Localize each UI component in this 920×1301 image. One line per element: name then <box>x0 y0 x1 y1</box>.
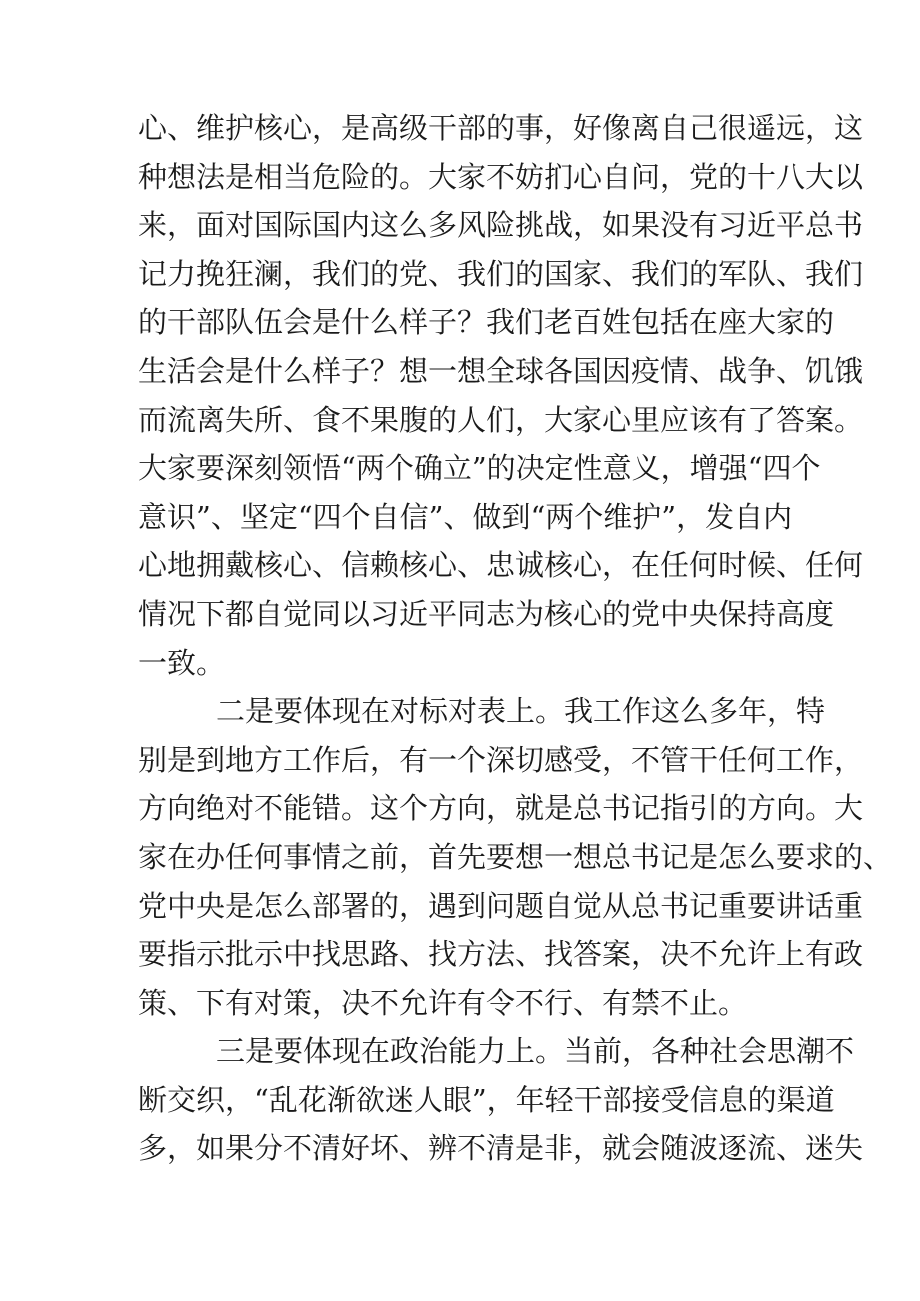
text-line: 种想法是相当危险的。大家不妨扪心自问，党的十八大以 <box>138 159 864 194</box>
text-line: 方向绝对不能错。这个方向，就是总书记指引的方向。大 <box>138 791 864 826</box>
text-line: 记力挽狂澜，我们的党、我们的国家、我们的军队、我们 <box>138 256 864 291</box>
document-body <box>138 104 893 1173</box>
text-line: 三是要体现在政治能力上。当前，各种社会思潮不 <box>216 1034 855 1069</box>
text-line: 要指示批示中找思路、找方法、找答案，决不允许上有政 <box>138 937 864 972</box>
text-line: 党中央是怎么部署的，遇到问题自觉从总书记重要讲话重 <box>138 888 864 923</box>
text-line: 多，如果分不清好坏、辨不清是非，就会随波逐流、迷失 <box>138 1131 864 1166</box>
paragraph-1 <box>138 104 864 687</box>
text-line: 心、维护核心，是高级干部的事，好像离自己很遥远，这 <box>138 111 864 145</box>
text-line: 大家要深刻领悟“两个确立”的决定性意义，增强“四个 <box>138 451 821 486</box>
text-line: 二是要体现在对标对表上。我工作这么多年，特 <box>216 694 826 729</box>
text-line: 家在办任何事情之前，首先要想一想总书记是怎么要求的、 <box>138 839 893 874</box>
paragraph-3 <box>138 1027 864 1173</box>
text-line: 情况下都自觉同以习近平同志为核心的党中央保持高度 <box>138 596 835 631</box>
paragraph-2 <box>138 687 893 1027</box>
text-line: 心地拥戴核心、信赖核心、忠诚核心，在任何时候、任何 <box>138 548 864 583</box>
text-line: 的干部队伍会是什么样子？我们老百姓包括在座大家的 <box>138 305 835 340</box>
text-line: 策、下有对策，决不允许有令不行、有禁不止。 <box>138 985 748 1020</box>
text-line: 断交织，“乱花渐欲迷人眼”，年轻干部接受信息的渠道 <box>138 1082 835 1117</box>
text-line: 意识”、坚定“四个自信”、做到“两个维护”，发自内 <box>138 499 793 534</box>
text-line: 别是到地方工作后，有一个深切感受，不管干任何工作， <box>138 742 864 777</box>
text-line: 来，面对国际国内这么多风险挑战，如果没有习近平总书 <box>138 208 864 243</box>
text-line: 而流离失所、食不果腹的人们，大家心里应该有了答案。 <box>138 402 864 437</box>
text-line: 生活会是什么样子？想一想全球各国因疫情、战争、饥饿 <box>138 353 864 388</box>
text-line: 一致。 <box>138 645 226 680</box>
